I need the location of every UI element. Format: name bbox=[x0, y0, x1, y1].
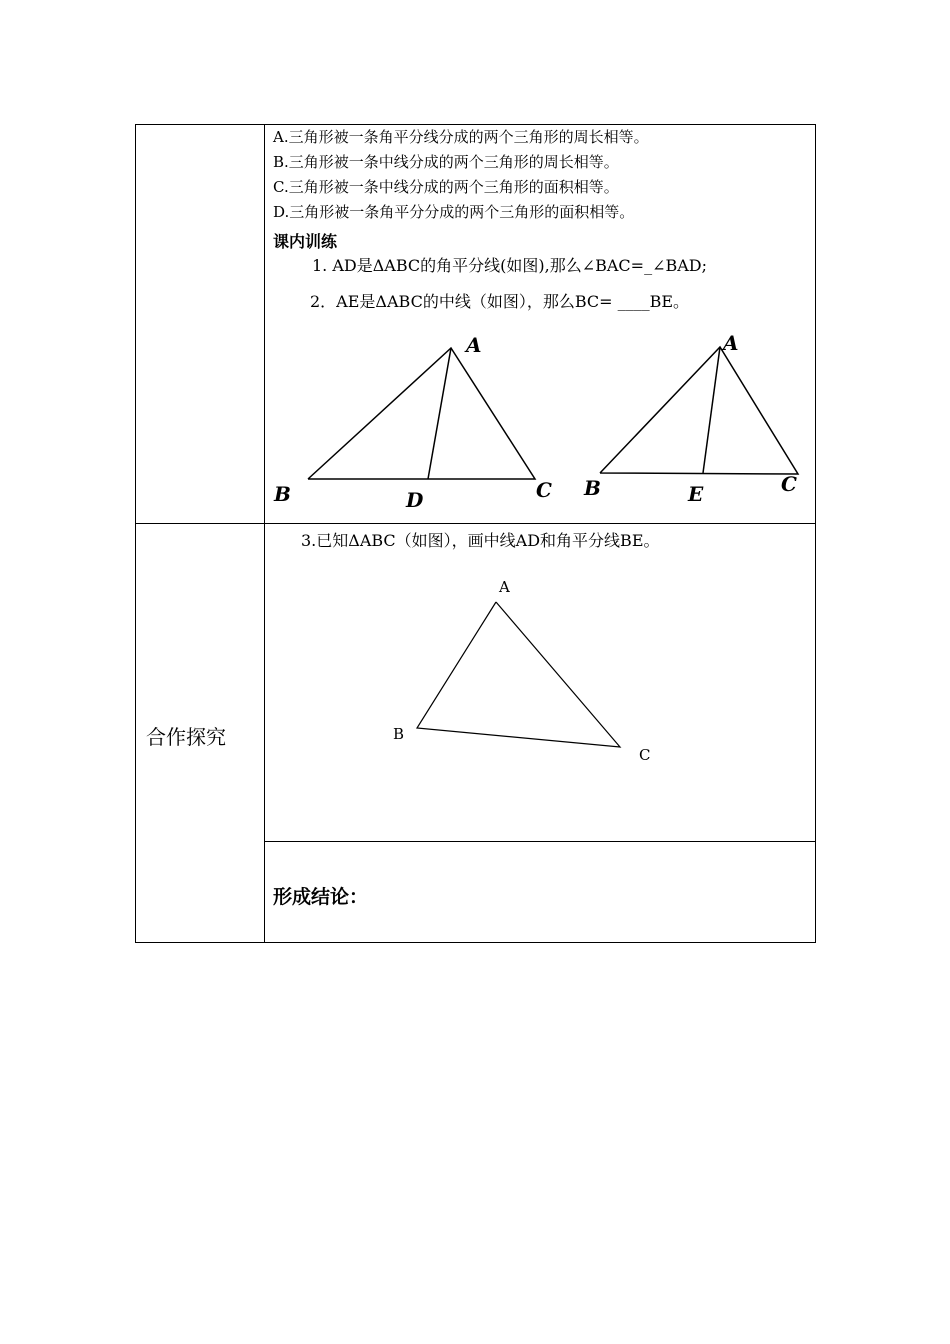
row-divider bbox=[136, 523, 815, 524]
option-c: C.三角形被一条中线分成的两个三角形的面积相等。 bbox=[273, 178, 619, 196]
fig2-label-c: C bbox=[781, 472, 797, 496]
fig3-label-a: A bbox=[499, 578, 510, 596]
figures-1-2 bbox=[265, 325, 815, 520]
option-b: B.三角形被一条中线分成的两个三角形的周长相等。 bbox=[273, 153, 619, 171]
fig1-label-b: B bbox=[274, 482, 291, 506]
fig2-label-e: E bbox=[688, 482, 704, 506]
fig3-label-b: B bbox=[393, 725, 405, 743]
conclusion-divider bbox=[264, 841, 815, 842]
figure-angle-bisector bbox=[273, 333, 552, 512]
worksheet-table bbox=[135, 124, 816, 943]
side-label: 合作探究 bbox=[146, 725, 226, 749]
fig2-label-b: B bbox=[584, 476, 601, 500]
question-2: 2．AE是ΔABC的中线（如图），那么BC= ____BE。 bbox=[310, 292, 690, 311]
fig1-label-d: D bbox=[406, 488, 424, 512]
option-a: A.三角形被一条角平分线分成的两个三角形的周长相等。 bbox=[273, 128, 649, 146]
section-heading: 课内训练 bbox=[273, 232, 338, 251]
fig1-label-c: C bbox=[536, 478, 552, 502]
conclusion-heading: 形成结论： bbox=[273, 886, 369, 908]
fig2-label-a: A bbox=[723, 331, 739, 355]
fig1-label-a: A bbox=[466, 333, 482, 357]
question-1: 1. AD是ΔABC的角平分线(如图),那么∠BAC=_∠BAD; bbox=[312, 256, 708, 275]
option-d: D.三角形被一条角平分分成的两个三角形的面积相等。 bbox=[273, 203, 635, 221]
column-divider bbox=[264, 125, 265, 942]
fig3-label-c: C bbox=[639, 746, 651, 764]
figure-3 bbox=[265, 565, 815, 815]
figure-median bbox=[583, 331, 798, 506]
question-3: 3.已知ΔABC（如图），画中线AD和角平分线BE。 bbox=[301, 531, 660, 550]
